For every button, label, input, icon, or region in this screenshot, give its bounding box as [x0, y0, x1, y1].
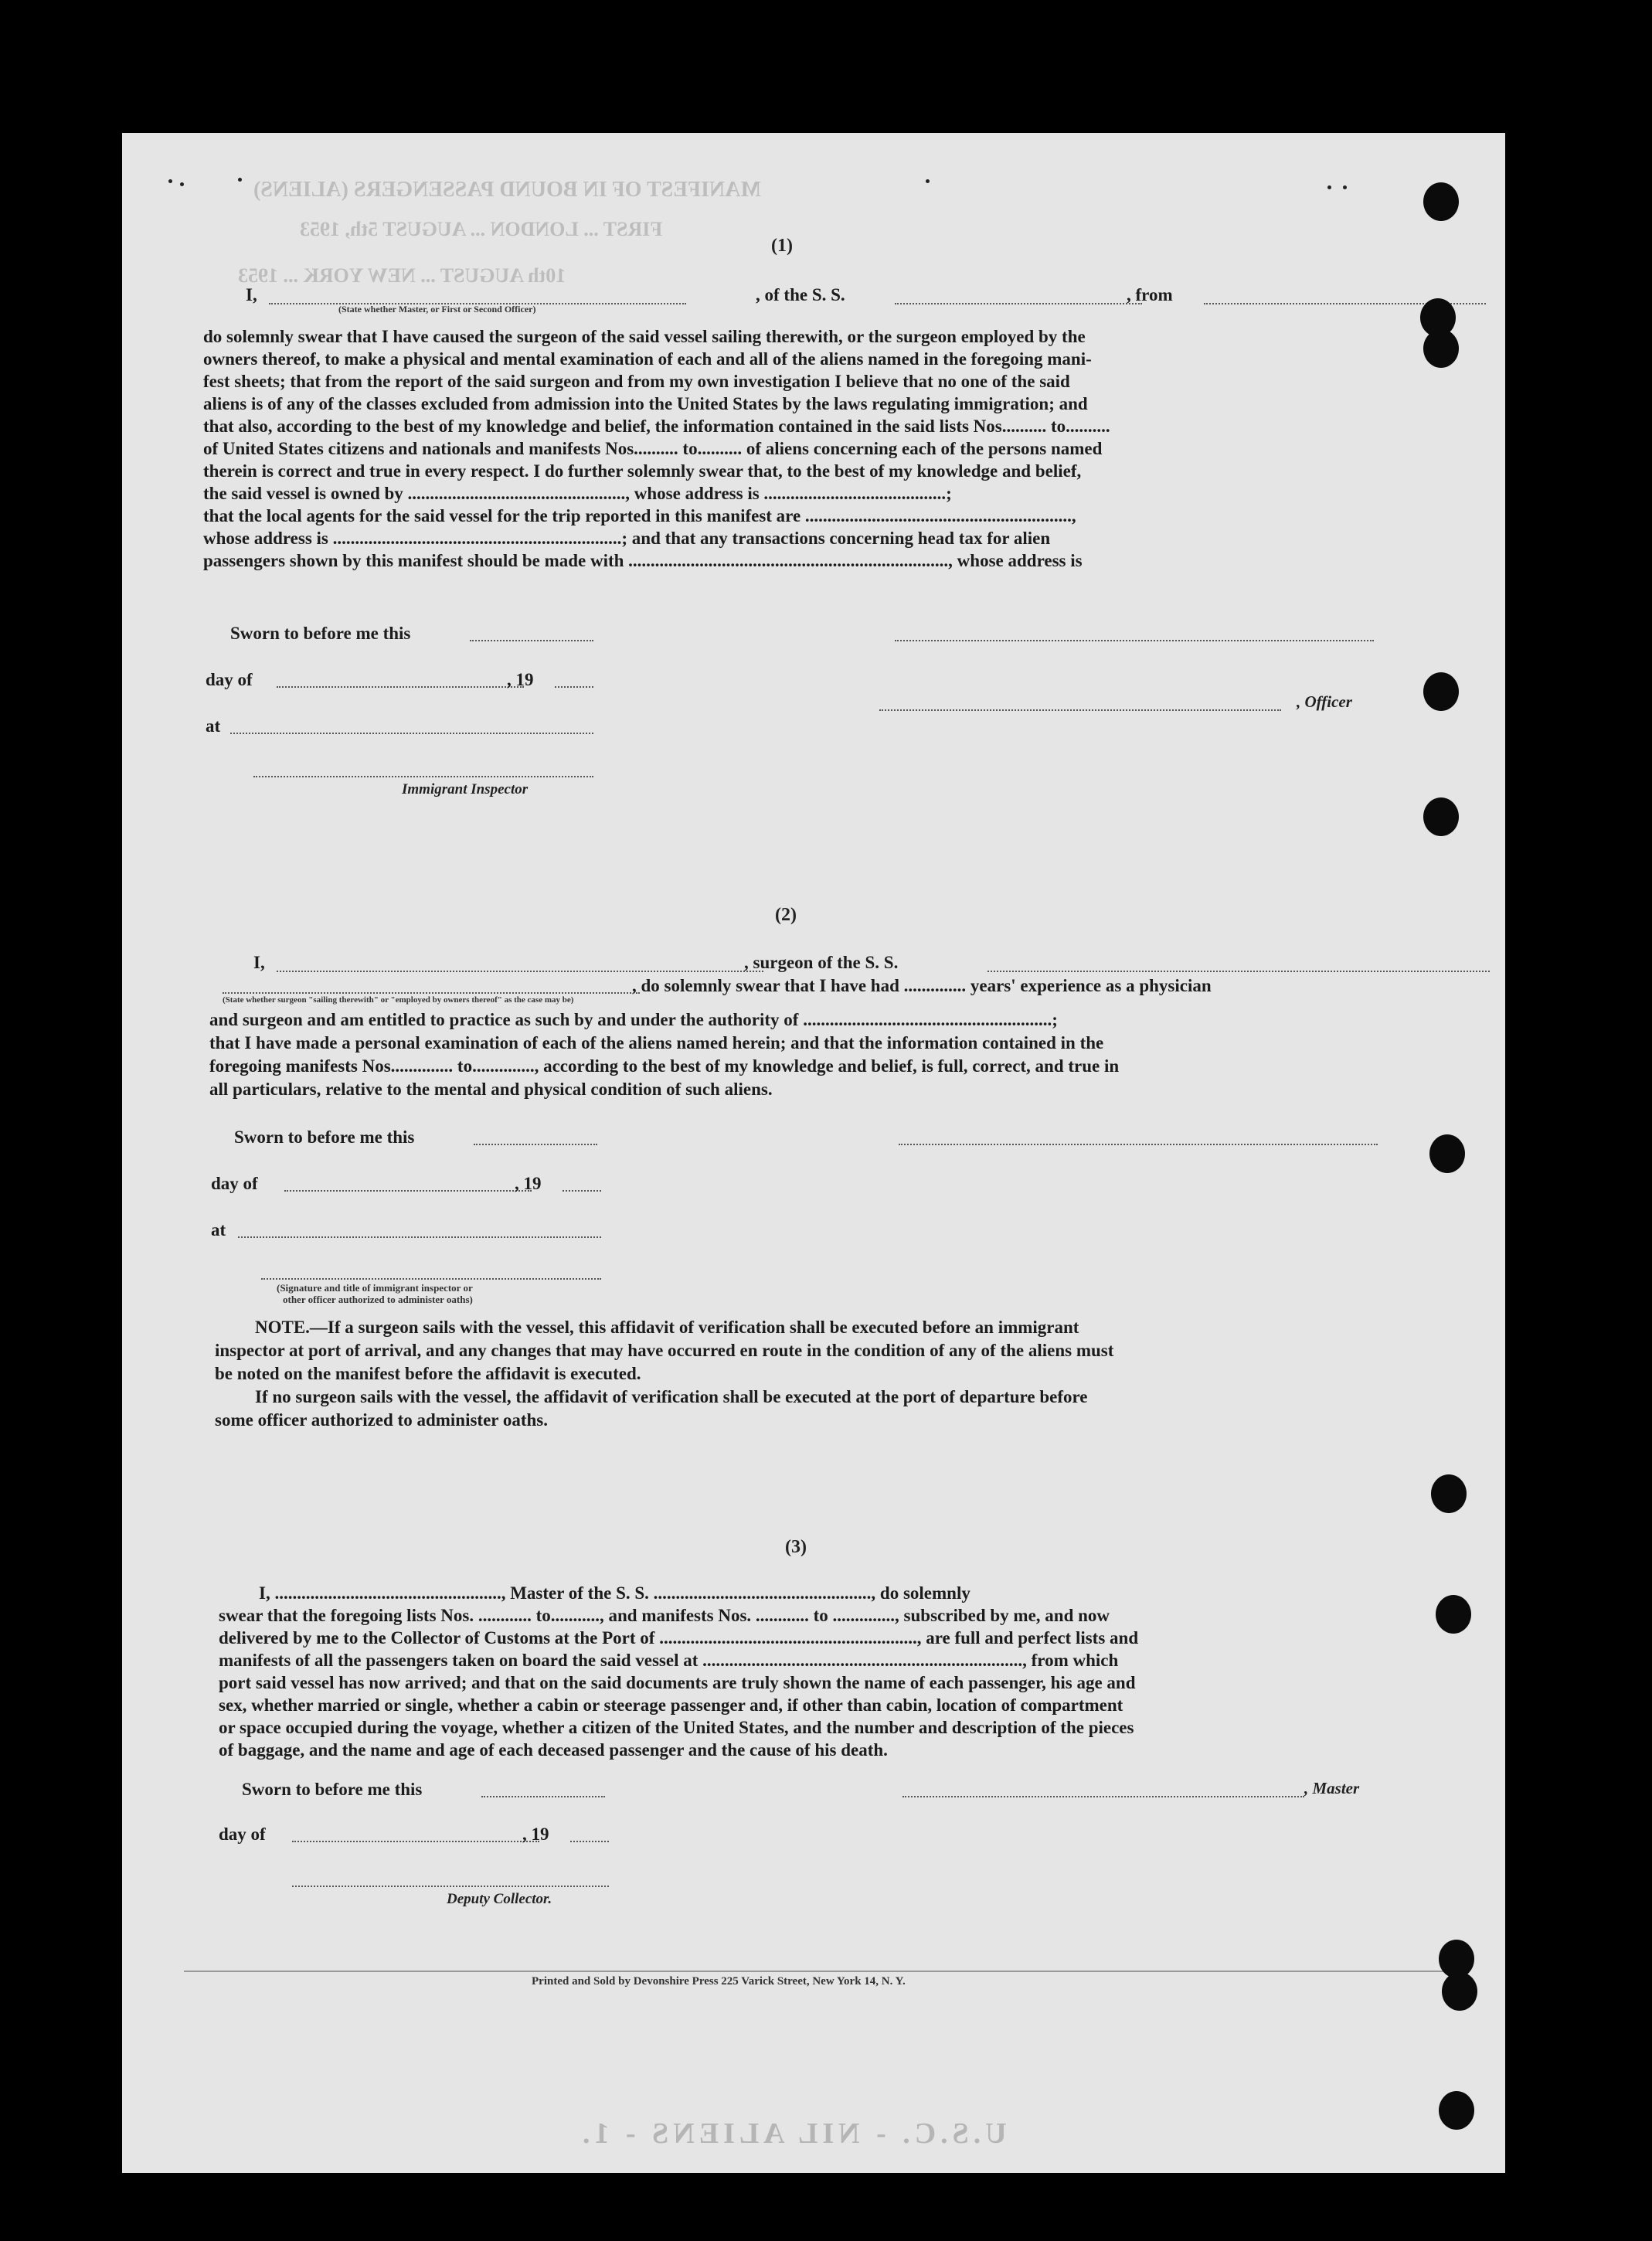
- year-line-1: [555, 686, 593, 688]
- punch-hole: [1423, 329, 1459, 368]
- speck: [180, 182, 184, 186]
- affidavit-2-line: all particulars, relative to the mental and physical condition of such aliens.: [209, 1080, 773, 1099]
- year-line-2: [563, 1190, 601, 1192]
- collector-signature-line: [292, 1886, 609, 1887]
- surgeon-vessel-line: [987, 971, 1490, 972]
- affidavit-3-line: delivered by me to the Collector of Customs at the Port of .........................................................., are full and perfect lists and: [219, 1628, 1139, 1648]
- inspector-signature-line: [253, 776, 593, 777]
- year-label-3: , 19: [522, 1824, 549, 1844]
- surgeon-caption: (State whether surgeon "sailing therewith" or "employed by owners thereof" as the case may be): [223, 995, 574, 1005]
- day-of-label-3: day of: [219, 1824, 266, 1844]
- at-line-1: [230, 733, 593, 734]
- oath-officer-signature-line: [261, 1278, 601, 1280]
- note-line: NOTE.—If a surgeon sails with the vessel, this affidavit of verification shall be executed before an immigrant: [255, 1318, 1079, 1337]
- affidavit-1-line: owners thereof, to make a physical and mental examination of each and all of the aliens named in the foregoing mani-: [203, 349, 1092, 369]
- note-line: be noted on the manifest before the affidavit is executed.: [215, 1364, 641, 1383]
- punch-hole: [1442, 1972, 1477, 2011]
- affidavit-3-line: or space occupied during the voyage, whether a citizen of the United States, and the number and description of the pieces: [219, 1718, 1134, 1737]
- note-line: inspector at port of arrival, and any changes that may have occurred en route in the condition of any of the aliens must: [215, 1341, 1114, 1360]
- officer-title-line: [879, 709, 1281, 711]
- year-line-3: [570, 1841, 609, 1842]
- punch-hole: [1423, 182, 1459, 221]
- affidavit-2-line: foregoing manifests Nos.............. to.............., according to the best of my knowledge and belief, is full, correct, and true in: [209, 1056, 1120, 1076]
- of-the-ss: , of the S. S.: [756, 285, 845, 304]
- sworn-date-line-1: [470, 640, 593, 641]
- sworn-label-1: Sworn to before me this: [230, 624, 411, 643]
- punch-hole: [1439, 2091, 1474, 2130]
- note-line: If no surgeon sails with the vessel, the affidavit of verification shall be executed at the port of departure before: [255, 1387, 1088, 1406]
- punch-hole: [1423, 797, 1459, 836]
- signature-caption-2: other officer authorized to administer oaths): [283, 1294, 473, 1305]
- affidavit-3-number: (3): [785, 1537, 807, 1557]
- affidavit-1-number: (1): [771, 236, 793, 256]
- affidavit-1-line: fest sheets; that from the report of the said surgeon and from my own investigation I believe that no one of the said: [203, 372, 1070, 391]
- affidavit-2-i: I,: [253, 953, 265, 972]
- affidavit-2-years-line: , do solemnly swear that I have had .............. years' experience as a physician: [632, 976, 1212, 995]
- affidavit-1-line: passengers shown by this manifest should be made with ........................................................................, whose address is: [203, 551, 1083, 570]
- affidavit-1-line: whose address is .................................................................; and that any transactions concerning head tax for alien: [203, 529, 1051, 548]
- affidavit-1-line: of United States citizens and nationals and manifests Nos.......... to.......... of aliens concerning each of the persons named: [203, 439, 1103, 458]
- sworn-label-3: Sworn to before me this: [242, 1780, 423, 1799]
- punch-hole: [1431, 1474, 1467, 1513]
- at-line-2: [238, 1236, 601, 1238]
- printer-imprint: Printed and Sold by Devonshire Press 225 Varick Street, New York 14, N. Y.: [532, 1975, 906, 1988]
- note-line: some officer authorized to administer oaths.: [215, 1410, 548, 1430]
- speck: [1343, 185, 1347, 189]
- affidavit-1-line: aliens is of any of the classes excluded from admission into the United States by the laws regulating immigration; and: [203, 394, 1088, 413]
- affidavit-3-line: sex, whether married or single, whether a cabin or steerage passenger and, if other than cabin, location of compartment: [219, 1695, 1123, 1715]
- day-line-2: [284, 1190, 532, 1192]
- affidavit-3-line: manifests of all the passengers taken on board the said vessel at ........................................................................, from which: [219, 1651, 1119, 1670]
- year-label-1: , 19: [507, 670, 534, 689]
- show-through-footer: U.S.C. - NIL ALIENS - 1.: [578, 2117, 1007, 2150]
- speck: [238, 178, 242, 182]
- show-through-line-2: FIRST ... LONDON ... AUGUST 5th, 1953: [300, 218, 663, 240]
- affidavit-1-line: the said vessel is owned by ................................................., whose address is .........................................;: [203, 484, 952, 503]
- affidavit-3-line: port said vessel has now arrived; and that on the said documents are truly shown the name of each passenger, his age and: [219, 1673, 1136, 1692]
- day-line-3: [292, 1841, 539, 1842]
- show-through-line-3: 10th AUGUST ... NEW YORK ... 1953: [238, 264, 566, 287]
- officer-caption: (State whether Master, or First or Second Officer): [338, 304, 536, 315]
- affidavit-1-line: that also, according to the best of my knowledge and belief, the information contained in the said lists Nos.......... to..........: [203, 417, 1110, 436]
- affidavit-1-i: I,: [246, 285, 257, 304]
- surgeon-name-line: [277, 971, 763, 972]
- at-label-2: at: [211, 1220, 226, 1240]
- affidavit-1-line: do solemnly swear that I have caused the surgeon of the said vessel sailing therewith, or the surgeon employed by the: [203, 327, 1086, 346]
- master-label: , Master: [1304, 1779, 1360, 1797]
- from-label: , from: [1127, 285, 1173, 304]
- affidavit-1-line: therein is correct and true in every respect. I do further solemnly swear that, to the best of my knowledge and belief,: [203, 461, 1082, 481]
- affidavit-2-line: that I have made a personal examination of each of the aliens named herein; and that the information contained in the: [209, 1033, 1104, 1052]
- signature-caption-1: (Signature and title of immigrant inspector or: [277, 1282, 473, 1294]
- punch-hole: [1436, 1595, 1471, 1634]
- speck: [926, 179, 930, 183]
- affidavit-3-line: I, ..................................................., Master of the S. S. ................................................., do solemnly: [259, 1583, 970, 1603]
- surgeon-status-line: [223, 992, 640, 994]
- manifest-page: [122, 133, 1505, 2173]
- speck: [1327, 185, 1331, 189]
- master-signature-line: [902, 1796, 1304, 1797]
- day-of-label-2: day of: [211, 1174, 258, 1193]
- punch-hole: [1429, 1134, 1465, 1173]
- collector-caption: Deputy Collector.: [447, 1891, 552, 1907]
- officer-signature-line: [895, 640, 1374, 641]
- affidavit-2-line: and surgeon and am entitled to practice as such by and under the authority of ........................................................;: [209, 1010, 1058, 1029]
- surgeon-of-ss: , surgeon of the S. S.: [744, 953, 899, 972]
- vessel-name-line: [895, 303, 1142, 304]
- affidavit-3-line: of baggage, and the name and age of each deceased passenger and the cause of his death.: [219, 1740, 888, 1760]
- at-label-1: at: [206, 716, 221, 736]
- affidavit-1-line: that the local agents for the said vessel for the trip reported in this manifest are ............................................................,: [203, 506, 1076, 525]
- inspector-signature-line-2: [899, 1144, 1378, 1145]
- year-label-2: , 19: [515, 1174, 542, 1193]
- sworn-date-line-3: [481, 1796, 605, 1797]
- show-through-title: MANIFEST OF IN BOUND PASSENGERS (ALIENS): [253, 178, 761, 202]
- affidavit-2-number: (2): [775, 905, 797, 925]
- inspector-caption: Immigrant Inspector: [402, 781, 529, 797]
- affidavit-3-line: swear that the foregoing lists Nos. ............ to..........., and manifests Nos. ............ to .............., subscribed by me, and now: [219, 1606, 1110, 1625]
- day-of-label-1: day of: [206, 670, 253, 689]
- printer-rule: [184, 1971, 1451, 1972]
- officer-label: , Officer: [1297, 692, 1352, 711]
- sworn-date-line-2: [474, 1144, 597, 1145]
- sworn-label-2: Sworn to before me this: [234, 1127, 415, 1147]
- day-line-1: [277, 686, 524, 688]
- speck: [168, 179, 172, 183]
- punch-hole: [1423, 672, 1459, 711]
